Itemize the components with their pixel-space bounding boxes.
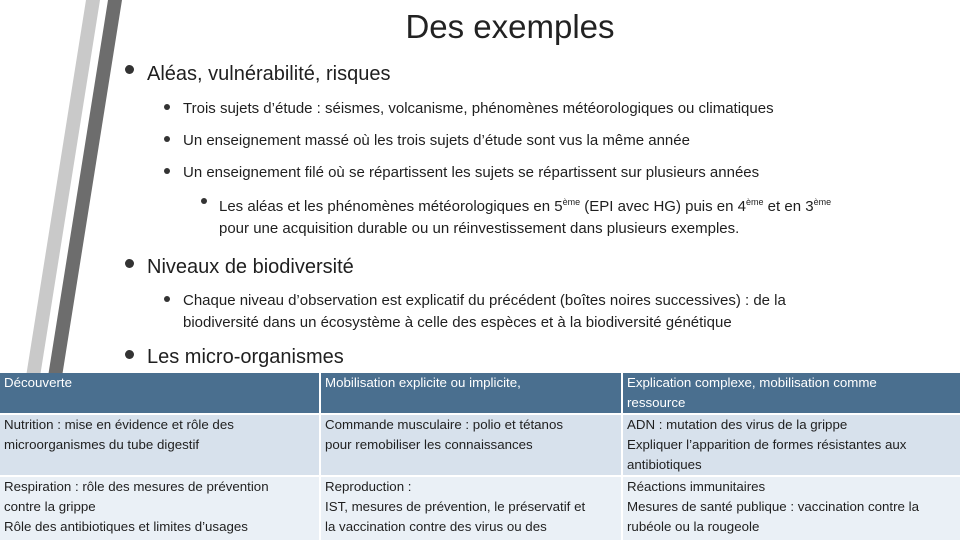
table-row — [0, 476, 960, 540]
bullet-dot — [125, 259, 134, 268]
item-enseignement-masse: Un enseignement massé où les trois sujets d’étude sont vus la même année — [183, 132, 690, 149]
slide-title: Des exemples — [405, 8, 615, 45]
bullet-dot — [125, 350, 134, 359]
item-niveau-line1: Chaque niveau d’observation est explicatif du précédent (boîtes noires successives) : de la — [183, 292, 786, 309]
table-row — [0, 414, 960, 476]
cell-nutrition: Nutrition : mise en évidence et rôle des microorganismes du tube digestif — [0, 414, 320, 476]
cell-commande-musculaire: Commande musculaire : polio et tétanos pour remobiliser les connaissances — [320, 414, 622, 476]
subitem-aleas-line2: pour une acquisition durable ou un réinvestissement dans plusieurs exemples. — [219, 220, 740, 237]
cell-reproduction: Reproduction : IST, mesures de prévention, le préservatif et la vaccination contre des virus ou des — [320, 476, 622, 540]
bullet-dot — [125, 65, 134, 74]
item-trois-sujets: Trois sujets d’étude : séismes, volcanisme, phénomènes météorologiques ou climatiques — [183, 100, 774, 117]
bullet-dot — [164, 136, 170, 142]
cell-respiration: Respiration : rôle des mesures de prévention contre la grippe Rôle des antibiotiques et limites d’usages — [0, 476, 320, 540]
header-decouverte: Découverte — [0, 373, 320, 414]
cell-adn: ADN : mutation des virus de la grippe Expliquer l’apparition de formes résistantes aux antibiotiques — [622, 414, 960, 476]
micro-organismes-table — [0, 373, 960, 540]
item-enseignement-file: Un enseignement filé où se répartissent les sujets se répartissent sur plusieurs années — [183, 164, 760, 181]
item-niveau-line2: biodiversité dans un écosystème à celle des espèces et à la biodiversité génétique — [183, 314, 732, 331]
bullet-dot — [164, 168, 170, 174]
header-mobilisation: Mobilisation explicite ou implicite, — [320, 373, 622, 414]
subitem-aleas-line1: Les aléas et les phénomènes météorologiques en 5ème (EPI avec HG) puis en 4ème et en 3ème — [219, 197, 832, 215]
header-explication: Explication complexe, mobilisation comme ressource — [622, 373, 960, 414]
bullet-dot — [201, 198, 207, 204]
cell-reactions-immunitaires: Réactions immunitaires Mesures de santé publique : vaccination contre la rubéole ou la rougeole — [622, 476, 960, 540]
section-heading-biodiversite: Niveaux de biodiversité — [147, 256, 354, 278]
bullet-dot — [164, 296, 170, 302]
bullet-dot — [164, 104, 170, 110]
section-heading-micro-organismes: Les micro-organismes — [147, 346, 344, 368]
table-header-row — [0, 373, 960, 414]
section-heading-aleas: Aléas, vulnérabilité, risques — [147, 63, 391, 85]
